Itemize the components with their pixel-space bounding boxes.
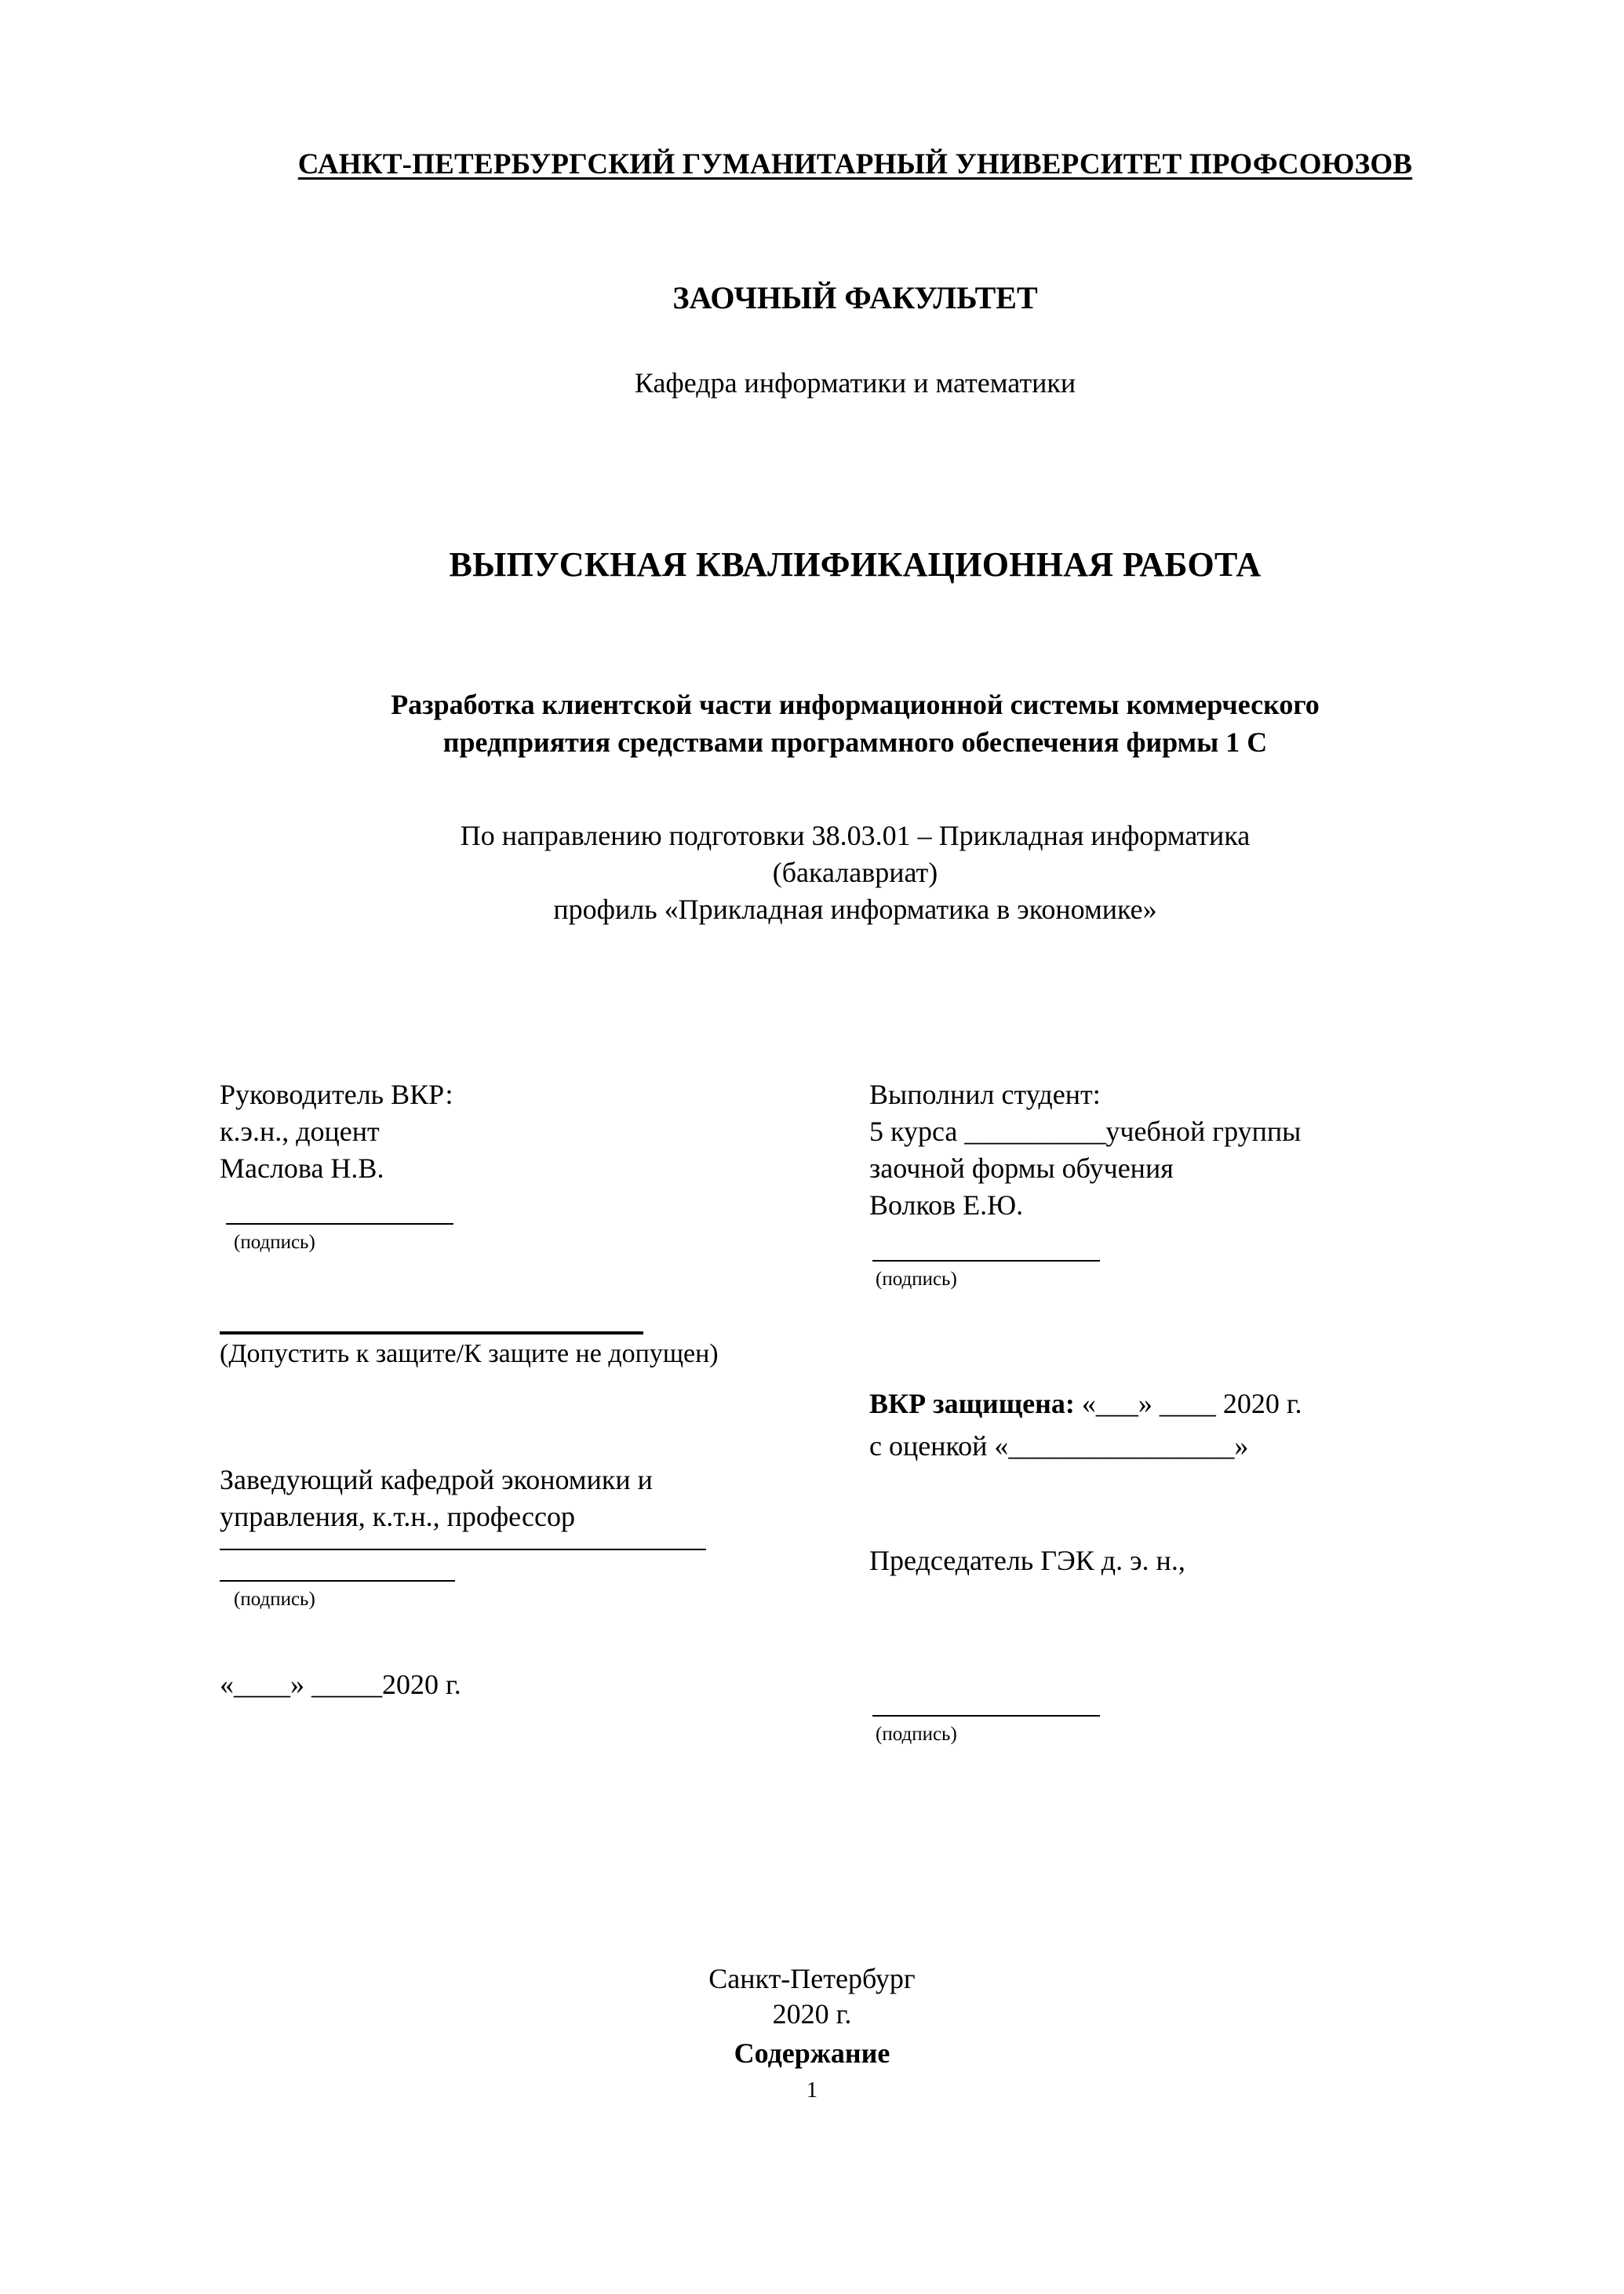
head-of-department-line-1: Заведующий кафедрой экономики и — [220, 1463, 653, 1495]
supervisor-name: Маслова Н.В. — [220, 1152, 384, 1185]
admission-line — [220, 1331, 643, 1335]
page-number: 1 — [807, 2077, 817, 2103]
defense-status-label: ВКР защищена: — [869, 1387, 1075, 1419]
study-direction — [220, 817, 1491, 927]
footer-city: Санкт-Петербург — [708, 1963, 916, 1994]
student-study-form: заочной формы обучения — [869, 1152, 1174, 1185]
student-course: 5 курса __________учебной группы — [869, 1116, 1302, 1148]
document-footer — [0, 1961, 1624, 2103]
defense-mark: с оценкой «________________» — [869, 1429, 1249, 1462]
student-role: Выполнил студент: — [869, 1079, 1101, 1111]
university-title-text: САНКТ-ПЕТЕРБУРГСКИЙ ГУМАНИТАРНЫЙ УНИВЕРСИТЕТ ПРОФСОЮЗОВ — [297, 148, 1413, 180]
chairman-signature-caption: (подпись) — [876, 1723, 957, 1745]
student-name: Волков Е.Ю. — [869, 1189, 1024, 1221]
defense-status — [869, 1387, 1491, 1420]
student-column — [855, 1076, 1491, 1746]
head-of-department-signature-caption: (подпись) — [234, 1589, 315, 1611]
head-of-department-line-2: управления, к.т.н., профессор — [220, 1500, 576, 1532]
admission-caption: (Допустить к защите/К защите не допущен) — [220, 1338, 719, 1368]
supervisor-column — [220, 1076, 855, 1746]
study-direction-line-1: По направлению подготовки 38.03.01 – Прикладная информатика — [460, 820, 1251, 852]
head-of-department-date: «____» _____2020 г. — [220, 1669, 461, 1701]
work-theme-line-2: предприятия средствами программного обеспечения фирмы 1 С — [442, 726, 1268, 758]
study-direction-line-2: (бакалавриат) — [772, 856, 938, 888]
document-content — [220, 0, 1491, 1746]
supervisor-degree: к.э.н., доцент — [220, 1116, 380, 1148]
supervisor-role: Руководитель ВКР: — [220, 1079, 453, 1111]
student-signature-caption: (подпись) — [876, 1268, 957, 1290]
department-title: Кафедра информатики и математики — [634, 367, 1076, 399]
head-of-department-name-line — [220, 1549, 706, 1550]
work-type-title: ВЫПУСКНАЯ КВАЛИФИКАЦИОННАЯ РАБОТА — [449, 545, 1262, 584]
faculty-title: ЗАОЧНЫЙ ФАКУЛЬТЕТ — [672, 280, 1038, 315]
defense-date: «___» ____ 2020 г. — [1081, 1387, 1302, 1419]
commission-chairman: Председатель ГЭК д. э. н., — [869, 1544, 1185, 1576]
footer-year: 2020 г. — [772, 1998, 852, 2030]
study-direction-line-3: профиль «Прикладная информатика в экономике» — [553, 893, 1157, 925]
university-title — [220, 147, 1491, 181]
work-theme-line-1: Разработка клиентской части информационной системы коммерческого — [391, 689, 1320, 720]
spacer-left-1 — [220, 1369, 839, 1462]
supervisor-signature-line — [226, 1223, 453, 1225]
chairman-signature-line — [872, 1715, 1100, 1717]
signature-columns — [220, 1076, 1491, 1746]
student-signature-line — [872, 1260, 1100, 1262]
head-of-department-signature-line — [220, 1580, 455, 1582]
supervisor-signature-caption: (подпись) — [234, 1231, 315, 1253]
footer-contents-heading: Содержание — [734, 2037, 890, 2069]
work-theme — [220, 686, 1491, 761]
